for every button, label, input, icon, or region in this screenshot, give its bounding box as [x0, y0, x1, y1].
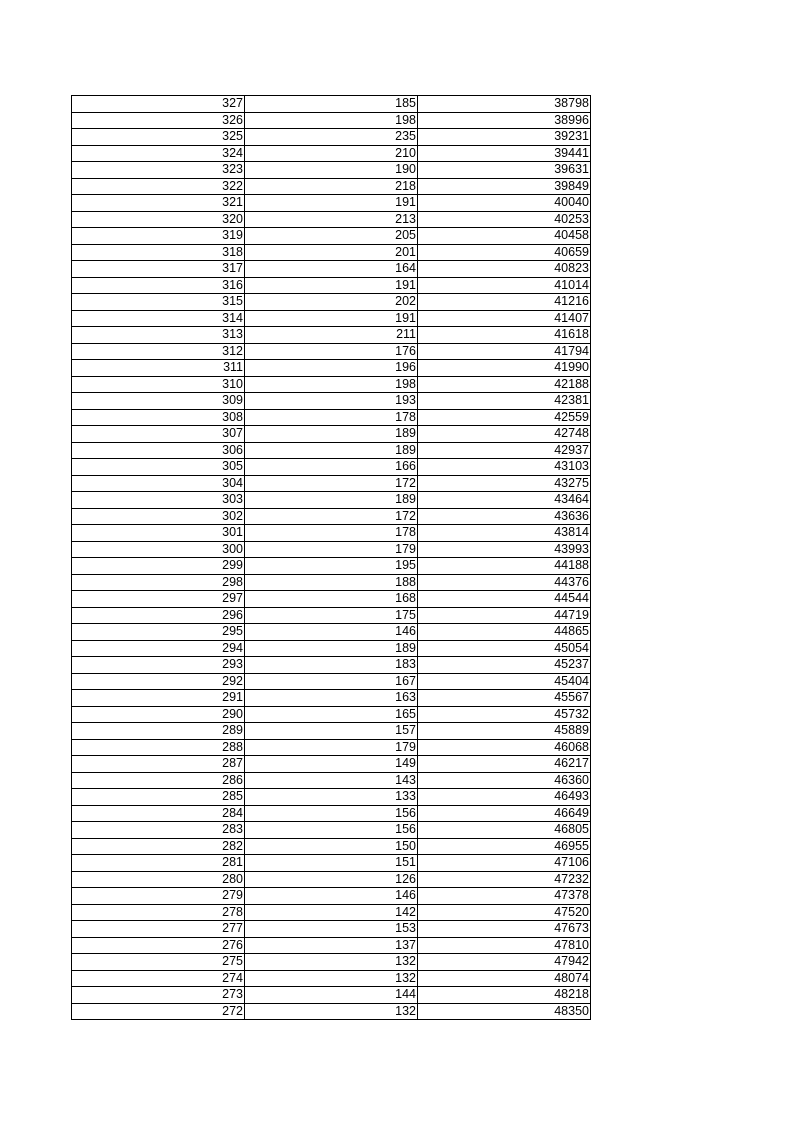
cumulative-cell: 41216	[418, 294, 591, 311]
count-cell: 196	[245, 360, 418, 377]
score-cell: 299	[72, 558, 245, 575]
table-row	[72, 954, 591, 971]
score-cell: 274	[72, 970, 245, 987]
score-cell: 323	[72, 162, 245, 179]
count-cell: 157	[245, 723, 418, 740]
cumulative-cell: 41990	[418, 360, 591, 377]
table-row	[72, 129, 591, 146]
table-row	[72, 706, 591, 723]
table-row	[72, 772, 591, 789]
score-cell: 283	[72, 822, 245, 839]
score-cell: 293	[72, 657, 245, 674]
count-cell: 189	[245, 640, 418, 657]
count-cell: 195	[245, 558, 418, 575]
count-cell: 137	[245, 937, 418, 954]
table-row	[72, 624, 591, 641]
cumulative-cell: 45404	[418, 673, 591, 690]
table-row	[72, 657, 591, 674]
count-cell: 156	[245, 822, 418, 839]
table-row	[72, 492, 591, 509]
cumulative-cell: 43275	[418, 475, 591, 492]
score-cell: 324	[72, 145, 245, 162]
cumulative-cell: 47942	[418, 954, 591, 971]
count-cell: 146	[245, 624, 418, 641]
table-row	[72, 756, 591, 773]
count-cell: 175	[245, 607, 418, 624]
score-cell: 304	[72, 475, 245, 492]
score-cell: 303	[72, 492, 245, 509]
table-row	[72, 294, 591, 311]
count-cell: 193	[245, 393, 418, 410]
cumulative-cell: 46493	[418, 789, 591, 806]
table-row	[72, 145, 591, 162]
count-cell: 168	[245, 591, 418, 608]
score-cell: 286	[72, 772, 245, 789]
cumulative-cell: 40040	[418, 195, 591, 212]
count-cell: 165	[245, 706, 418, 723]
score-cell: 306	[72, 442, 245, 459]
cumulative-cell: 47673	[418, 921, 591, 938]
count-cell: 132	[245, 954, 418, 971]
count-cell: 150	[245, 838, 418, 855]
score-cell: 290	[72, 706, 245, 723]
count-cell: 143	[245, 772, 418, 789]
score-cell: 327	[72, 96, 245, 113]
count-cell: 142	[245, 904, 418, 921]
table-row	[72, 112, 591, 129]
count-cell: 191	[245, 310, 418, 327]
cumulative-cell: 42937	[418, 442, 591, 459]
count-cell: 198	[245, 112, 418, 129]
cumulative-cell: 42559	[418, 409, 591, 426]
table-row	[72, 393, 591, 410]
cumulative-cell: 47106	[418, 855, 591, 872]
score-cell: 288	[72, 739, 245, 756]
table-row	[72, 904, 591, 921]
score-cell: 326	[72, 112, 245, 129]
score-cell: 310	[72, 376, 245, 393]
count-cell: 153	[245, 921, 418, 938]
table-row	[72, 855, 591, 872]
cumulative-cell: 41407	[418, 310, 591, 327]
cumulative-cell: 41794	[418, 343, 591, 360]
cumulative-cell: 38798	[418, 96, 591, 113]
score-cell: 325	[72, 129, 245, 146]
count-cell: 178	[245, 409, 418, 426]
count-cell: 176	[245, 343, 418, 360]
count-cell: 189	[245, 442, 418, 459]
table-row	[72, 921, 591, 938]
table-row	[72, 409, 591, 426]
table-row	[72, 673, 591, 690]
score-cell: 305	[72, 459, 245, 476]
score-cell: 289	[72, 723, 245, 740]
cumulative-cell: 45054	[418, 640, 591, 657]
score-cell: 307	[72, 426, 245, 443]
cumulative-cell: 39631	[418, 162, 591, 179]
table-row	[72, 261, 591, 278]
table-row	[72, 723, 591, 740]
table-row	[72, 426, 591, 443]
cumulative-cell: 47520	[418, 904, 591, 921]
table-row	[72, 525, 591, 542]
table-row	[72, 195, 591, 212]
count-cell: 205	[245, 228, 418, 245]
cumulative-cell: 45732	[418, 706, 591, 723]
score-cell: 276	[72, 937, 245, 954]
table-row	[72, 888, 591, 905]
count-cell: 191	[245, 195, 418, 212]
count-cell: 167	[245, 673, 418, 690]
count-cell: 164	[245, 261, 418, 278]
table-row	[72, 327, 591, 344]
cumulative-cell: 44719	[418, 607, 591, 624]
cumulative-cell: 43464	[418, 492, 591, 509]
cumulative-cell: 41618	[418, 327, 591, 344]
cumulative-cell: 40253	[418, 211, 591, 228]
table-row	[72, 459, 591, 476]
score-cell: 277	[72, 921, 245, 938]
count-cell: 213	[245, 211, 418, 228]
cumulative-cell: 44865	[418, 624, 591, 641]
score-cell: 272	[72, 1003, 245, 1020]
table-row	[72, 360, 591, 377]
score-cell: 316	[72, 277, 245, 294]
table-row	[72, 937, 591, 954]
cumulative-cell: 42748	[418, 426, 591, 443]
table-row	[72, 376, 591, 393]
score-cell: 313	[72, 327, 245, 344]
table-row	[72, 211, 591, 228]
count-cell: 218	[245, 178, 418, 195]
cumulative-cell: 46649	[418, 805, 591, 822]
count-cell: 183	[245, 657, 418, 674]
table-row	[72, 558, 591, 575]
count-cell: 198	[245, 376, 418, 393]
score-cell: 291	[72, 690, 245, 707]
cumulative-cell: 42381	[418, 393, 591, 410]
table-row	[72, 970, 591, 987]
count-cell: 179	[245, 541, 418, 558]
cumulative-cell: 44376	[418, 574, 591, 591]
score-cell: 318	[72, 244, 245, 261]
score-cell: 298	[72, 574, 245, 591]
score-cell: 292	[72, 673, 245, 690]
score-cell: 285	[72, 789, 245, 806]
score-cell: 275	[72, 954, 245, 971]
score-cell: 315	[72, 294, 245, 311]
cumulative-cell: 44188	[418, 558, 591, 575]
cumulative-cell: 48074	[418, 970, 591, 987]
cumulative-cell: 46805	[418, 822, 591, 839]
table-row	[72, 228, 591, 245]
count-cell: 172	[245, 508, 418, 525]
table-row	[72, 805, 591, 822]
cumulative-cell: 47810	[418, 937, 591, 954]
count-cell: 163	[245, 690, 418, 707]
cumulative-cell: 43993	[418, 541, 591, 558]
cumulative-cell: 39231	[418, 129, 591, 146]
table-row	[72, 871, 591, 888]
cumulative-cell: 47232	[418, 871, 591, 888]
count-cell: 172	[245, 475, 418, 492]
table-row	[72, 508, 591, 525]
score-cell: 278	[72, 904, 245, 921]
cumulative-cell: 40659	[418, 244, 591, 261]
table-row	[72, 178, 591, 195]
score-cell: 320	[72, 211, 245, 228]
table-row	[72, 277, 591, 294]
score-table	[71, 95, 591, 1020]
score-cell: 281	[72, 855, 245, 872]
cumulative-cell: 40458	[418, 228, 591, 245]
count-cell: 191	[245, 277, 418, 294]
cumulative-cell: 46955	[418, 838, 591, 855]
score-cell: 300	[72, 541, 245, 558]
score-cell: 296	[72, 607, 245, 624]
score-cell: 279	[72, 888, 245, 905]
score-cell: 319	[72, 228, 245, 245]
cumulative-cell: 46360	[418, 772, 591, 789]
table-row	[72, 607, 591, 624]
cumulative-cell: 45889	[418, 723, 591, 740]
score-cell: 317	[72, 261, 245, 278]
cumulative-cell: 43636	[418, 508, 591, 525]
cumulative-cell: 43103	[418, 459, 591, 476]
count-cell: 178	[245, 525, 418, 542]
table-row	[72, 574, 591, 591]
table-row	[72, 987, 591, 1004]
table-row	[72, 640, 591, 657]
count-cell: 189	[245, 492, 418, 509]
score-cell: 302	[72, 508, 245, 525]
count-cell: 179	[245, 739, 418, 756]
table-row	[72, 789, 591, 806]
table-row	[72, 822, 591, 839]
cumulative-cell: 40823	[418, 261, 591, 278]
score-table-body	[72, 96, 591, 1020]
score-cell: 294	[72, 640, 245, 657]
cumulative-cell: 44544	[418, 591, 591, 608]
cumulative-cell: 48218	[418, 987, 591, 1004]
cumulative-cell: 47378	[418, 888, 591, 905]
count-cell: 144	[245, 987, 418, 1004]
score-cell: 282	[72, 838, 245, 855]
cumulative-cell: 45237	[418, 657, 591, 674]
table-row	[72, 1003, 591, 1020]
count-cell: 210	[245, 145, 418, 162]
table-row	[72, 739, 591, 756]
cumulative-cell: 43814	[418, 525, 591, 542]
cumulative-cell: 42188	[418, 376, 591, 393]
table-row	[72, 541, 591, 558]
score-cell: 280	[72, 871, 245, 888]
score-cell: 314	[72, 310, 245, 327]
table-row	[72, 475, 591, 492]
score-cell: 297	[72, 591, 245, 608]
cumulative-cell: 45567	[418, 690, 591, 707]
score-cell: 284	[72, 805, 245, 822]
table-row	[72, 442, 591, 459]
table-row	[72, 162, 591, 179]
count-cell: 149	[245, 756, 418, 773]
count-cell: 185	[245, 96, 418, 113]
count-cell: 132	[245, 970, 418, 987]
score-cell: 321	[72, 195, 245, 212]
cumulative-cell: 46217	[418, 756, 591, 773]
table-row	[72, 591, 591, 608]
count-cell: 156	[245, 805, 418, 822]
count-cell: 201	[245, 244, 418, 261]
count-cell: 146	[245, 888, 418, 905]
table-row	[72, 690, 591, 707]
score-cell: 301	[72, 525, 245, 542]
score-cell: 322	[72, 178, 245, 195]
table-row	[72, 343, 591, 360]
count-cell: 190	[245, 162, 418, 179]
count-cell: 235	[245, 129, 418, 146]
table-row	[72, 310, 591, 327]
score-cell: 287	[72, 756, 245, 773]
count-cell: 132	[245, 1003, 418, 1020]
score-cell: 311	[72, 360, 245, 377]
count-cell: 151	[245, 855, 418, 872]
score-cell: 295	[72, 624, 245, 641]
count-cell: 211	[245, 327, 418, 344]
cumulative-cell: 48350	[418, 1003, 591, 1020]
score-cell: 309	[72, 393, 245, 410]
cumulative-cell: 38996	[418, 112, 591, 129]
score-cell: 312	[72, 343, 245, 360]
table-row	[72, 244, 591, 261]
count-cell: 188	[245, 574, 418, 591]
count-cell: 166	[245, 459, 418, 476]
score-cell: 273	[72, 987, 245, 1004]
cumulative-cell: 39849	[418, 178, 591, 195]
table-row	[72, 96, 591, 113]
count-cell: 189	[245, 426, 418, 443]
score-cell: 308	[72, 409, 245, 426]
table-row	[72, 838, 591, 855]
cumulative-cell: 39441	[418, 145, 591, 162]
count-cell: 126	[245, 871, 418, 888]
count-cell: 202	[245, 294, 418, 311]
count-cell: 133	[245, 789, 418, 806]
cumulative-cell: 41014	[418, 277, 591, 294]
cumulative-cell: 46068	[418, 739, 591, 756]
